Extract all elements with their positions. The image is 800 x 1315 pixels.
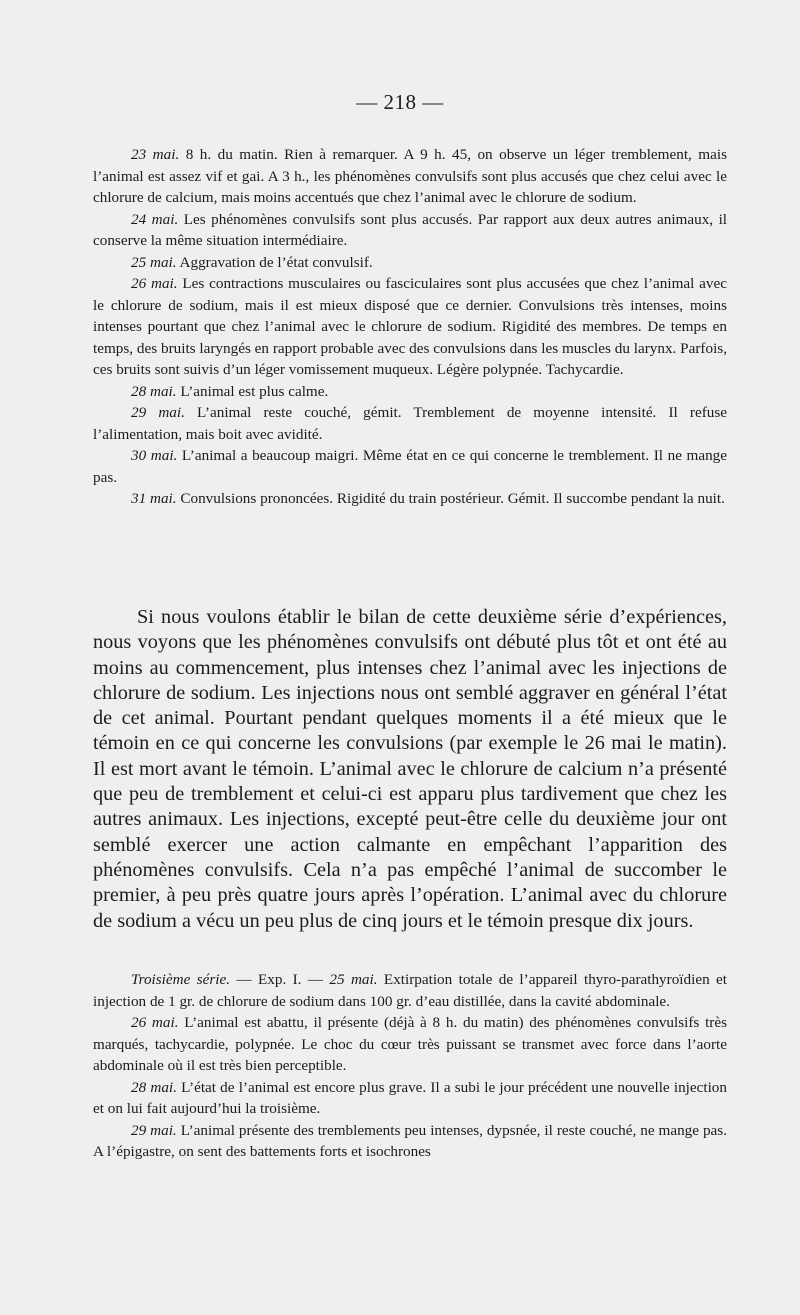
entry-text: L’état de l’animal est encore plus grave. Il a subi le jour précédent une nouvelle injection et on lui fait aujourd’hui la troisième.: [93, 1078, 727, 1117]
entry-text: Les contractions musculaires ou fasciculaires sont plus accusées que chez l’animal avec le chlorure de sodium, mais il est mieux disposé que ce dernier. Convulsions très intenses, moins intenses pourtant que chez l’animal avec le chlorure de sodium. Rigidité des membres. De temps en temps, des bruits laryngés en rapport probable avec des convulsions dans les muscles du larynx. Parfois, ces bruits sont suivis d’un léger vomissement muqueux. Légère polypnée. Tachycardie.: [93, 275, 727, 378]
page-number: — 218 —: [356, 90, 444, 114]
entry-paragraph: [93, 209, 727, 252]
entry-paragraph: [93, 381, 727, 403]
entry-paragraph: [93, 252, 727, 274]
entry-paragraph: [93, 402, 727, 445]
entry-date: 28 mai.: [131, 1078, 177, 1096]
entry-paragraph: [93, 488, 727, 510]
entry-date: 25 mai.: [131, 253, 177, 271]
observations-block-2: [93, 969, 727, 1163]
entry-date: 29 mai.: [131, 1121, 177, 1139]
entry-text: Extirpation totale de l’appareil thyro-parathyroïdien et injection de 1 gr. de chlorure de sodium dans 100 gr. d’eau distillée, dans la cavité abdominale.: [93, 971, 728, 1010]
entry-date: 29 mai.: [131, 404, 185, 421]
entry-date: 23 mai.: [131, 146, 180, 163]
entry-date: 28 mai.: [131, 382, 177, 400]
summary-block: [93, 605, 727, 934]
entry-text: 8 h. du matin. Rien à remarquer. A 9 h. 45, on observe un léger tremblement, mais l’animal est assez vif et gai. A 3 h., les phénomènes convulsifs sont plus accusés que chez celui avec le chlorure de calcium, mais moins accentués que chez l’animal avec le chlorure de sodium.: [93, 146, 727, 206]
observations-block-1: [93, 144, 727, 510]
entry-text: Aggravation de l’état convulsif.: [176, 253, 373, 271]
entry-date: 30 mai.: [131, 447, 178, 464]
entry-paragraph: [93, 273, 727, 381]
entry-paragraph: [93, 1077, 727, 1120]
entry-text: Convulsions prononcées. Rigidité du train postérieur. Gémit. Il succombe pendant la nuit.: [176, 490, 725, 507]
entry-paragraph: [93, 1012, 727, 1077]
entry-text: L’animal présente des tremblements peu intenses, dypsnée, il reste couché, ne mange pas. A l’épigastre, on sent des battements forts et isochrones: [93, 1121, 728, 1160]
entry-date: 24 mai.: [131, 210, 179, 228]
entry-paragraph: [93, 1120, 727, 1163]
entry-text: L’animal reste couché, gémit. Tremblement de moyenne intensité. Il refuse l’alimentation, mais boit avec avidité.: [93, 404, 728, 443]
series-heading-paragraph: [93, 969, 727, 1012]
entry-paragraph: [93, 144, 727, 209]
summary-paragraph: Si nous voulons établir le bilan de cette deuxième série d’expériences, nous voyons que les phénomènes convulsifs ont débuté plus tôt et ont été au moins au commencement, plus intenses chez l’animal avec les injections de chlorure de sodium. Les injections nous ont semblé aggraver en général l’état de cet animal. Pourtant pendant quelques moments il a été mieux que le témoin en ce qui concerne les convulsions (par exemple le 26 mai le matin). Il est mort avant le témoin. L’animal avec le chlorure de calcium n’a présenté que peu de tremblement et celui-ci est apparu plus tardivement que chez les autres animaux. Les injections, excepté peut-être celle du deuxième jour ont semblé exercer une action calmante en empêchant l’apparition des phénomènes convulsifs. Cela n’a pas empêché l’animal de succomber le premier, à peu près quatre jours après l’opération. L’animal avec du chlorure de sodium a vécu un peu plus de cinq jours et le témoin presque dix jours.: [93, 606, 727, 932]
entry-date: 26 mai.: [131, 1014, 179, 1031]
entry-text: L’animal a beaucoup maigri. Même état en ce qui concerne le tremblement. Il ne mange pas.: [93, 447, 727, 486]
entry-text: Les phénomènes convulsifs sont plus accusés. Par rapport aux deux autres animaux, il conserve la même situation intermédiaire.: [93, 210, 728, 249]
entry-date: 25 mai.: [329, 971, 378, 988]
series-experiment: — Exp. I. —: [230, 971, 330, 988]
series-heading: Troisième série.: [131, 971, 231, 988]
entry-date: 26 mai.: [131, 275, 178, 292]
entry-date: 31 mai.: [131, 490, 177, 507]
entry-text: L’animal est plus calme.: [176, 382, 329, 400]
entry-text: L’animal est abattu, il présente (déjà à 8 h. du matin) des phénomènes convulsifs très marqués, tachycardie, polypnée. Le choc du cœur très puissant se transmet avec force dans l’aorte abdominale où il est très bien perceptible.: [93, 1014, 727, 1074]
entry-paragraph: [93, 445, 727, 488]
